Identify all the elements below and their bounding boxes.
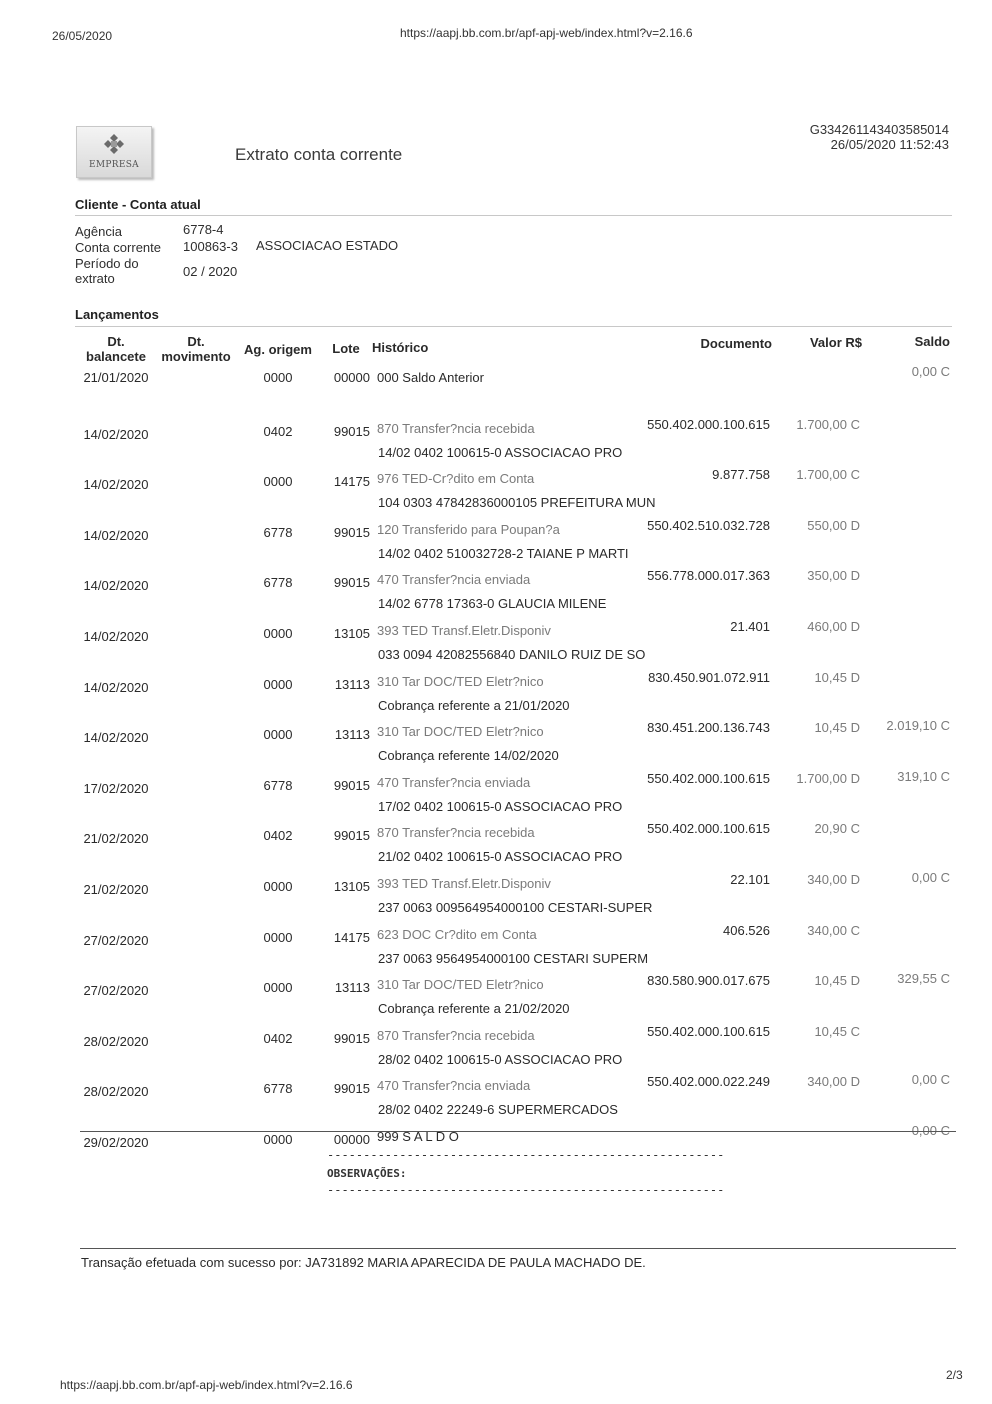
row-valor: 550,00 D <box>807 517 860 533</box>
row-ag-origem: 0402 <box>263 423 293 439</box>
header-ag-origem: Ag. origem <box>244 342 312 357</box>
row-valor: 10,45 C <box>814 1023 860 1039</box>
header-documento: Documento <box>700 336 772 351</box>
row-ag-origem: 6778 <box>263 524 293 540</box>
print-url-top: https://aapj.bb.com.br/apf-apj-web/index.html?v=2.16.6 <box>400 26 693 40</box>
row-valor: 10,45 D <box>814 720 860 736</box>
logo-word: EMPRESA <box>89 160 139 170</box>
row-historico-detail: 14/02 0402 510032728-2 TAIANE P MARTI <box>378 545 629 561</box>
row-lote: 13113 <box>334 727 370 743</box>
row-date: 17/02/2020 <box>83 780 149 796</box>
row-historico: 976 TED-Cr?dito em Conta <box>377 471 535 487</box>
row-valor: 1.700,00 D <box>796 770 860 786</box>
row-historico: 623 DOC Cr?dito em Conta <box>377 926 537 942</box>
row-valor: 460,00 D <box>807 619 860 634</box>
row-lote: 13105 <box>333 879 370 894</box>
header-saldo: Saldo <box>914 334 950 349</box>
header-dt-movimento-line2: movimento <box>161 349 231 364</box>
header-dt-movimento-line1: Dt. <box>187 334 205 349</box>
row-date: 21/02/2020 <box>83 831 149 847</box>
header-dt-balancete <box>78 334 154 364</box>
row-ag-origem: 0000 <box>263 879 293 894</box>
row-ag-origem: 0000 <box>263 474 293 490</box>
header-dt-balancete-line2: balancete <box>86 349 146 364</box>
row-historico-detail: 21/02 0402 100615-0 ASSOCIACAO PRO <box>378 849 623 865</box>
row-historico: 310 Tar DOC/TED Eletr?nico <box>377 724 544 740</box>
bank-logo <box>76 126 152 178</box>
row-historico: 310 Tar DOC/TED Eletr?nico <box>377 673 544 689</box>
row-date: 28/02/2020 <box>83 1084 149 1100</box>
row-historico-detail: Cobrança referente a 21/02/2020 <box>378 1001 570 1017</box>
row-ag-origem: 0000 <box>263 1132 293 1147</box>
row-historico-detail: 237 0063 009564954000100 CESTARI-SUPER <box>378 900 653 915</box>
row-historico: 120 Transferido para Poupan?a <box>377 521 560 537</box>
conta-name: ASSOCIACAO ESTADO <box>256 238 399 253</box>
header-dt-movimento <box>156 334 236 364</box>
row-lote: 00000 <box>333 1132 370 1147</box>
row-saldo: 329,55 C <box>897 971 950 987</box>
row-valor: 20,90 C <box>814 821 860 837</box>
document-datetime: 26/05/2020 11:52:43 <box>830 137 949 152</box>
agencia-label: Agência <box>75 224 122 239</box>
row-ag-origem: 0402 <box>263 1030 293 1046</box>
row-historico: 999 S A L D O <box>377 1129 459 1144</box>
row-lote: 13113 <box>334 676 370 692</box>
row-ag-origem: 0000 <box>263 676 293 692</box>
row-date: 27/02/2020 <box>83 932 149 948</box>
print-url-bottom: https://aapj.bb.com.br/apf-apj-web/index.html?v=2.16.6 <box>60 1378 353 1392</box>
row-lote: 99015 <box>333 423 370 439</box>
row-lote: 99015 <box>333 524 370 540</box>
row-ag-origem: 6778 <box>263 1081 293 1097</box>
periodo-value: 02 / 2020 <box>183 264 238 279</box>
row-lote: 99015 <box>333 1030 370 1046</box>
row-valor: 1.700,00 C <box>796 467 860 483</box>
conta-label: Conta corrente <box>75 240 161 255</box>
row-historico: 393 TED Transf.Eletr.Disponiv <box>377 623 551 638</box>
row-documento: 550.402.000.100.615 <box>647 416 770 432</box>
row-lote: 99015 <box>333 575 370 591</box>
row-date: 28/02/2020 <box>83 1033 149 1049</box>
row-documento: 550.402.000.100.615 <box>647 1023 770 1039</box>
row-historico-detail: 28/02 0402 22249-6 SUPERMERCADOS <box>378 1102 618 1118</box>
transaction-footer: Transação efetuada com sucesso por: JA731892 MARIA APARECIDA DE PAULA MACHADO DE. <box>81 1255 646 1270</box>
table-bottom-rule <box>80 1131 956 1132</box>
row-lote: 99015 <box>333 828 370 844</box>
row-saldo: 0,00 C <box>911 1123 950 1138</box>
row-historico: 310 Tar DOC/TED Eletr?nico <box>377 977 544 993</box>
row-historico: 470 Transfer?ncia enviada <box>377 1078 531 1094</box>
client-divider <box>75 215 952 216</box>
row-date: 14/02/2020 <box>83 730 149 746</box>
row-lote: 99015 <box>333 1081 370 1097</box>
row-valor: 10,45 D <box>814 669 860 685</box>
document-code: G334261143403585014 <box>809 122 949 137</box>
row-lote: 13105 <box>333 626 370 641</box>
row-date: 14/02/2020 <box>83 426 149 442</box>
row-lote: 14175 <box>333 474 370 490</box>
document-id-block <box>810 122 949 152</box>
row-saldo: 0,00 C <box>911 870 950 885</box>
row-documento: 406.526 <box>723 922 770 938</box>
header-lote: Lote <box>332 341 360 356</box>
row-documento: 556.778.000.017.363 <box>647 568 770 584</box>
conta-value: 100863-3 <box>183 239 238 254</box>
bb-logo-icon <box>103 133 125 155</box>
row-ag-origem: 6778 <box>263 777 293 793</box>
row-valor: 10,45 D <box>814 973 860 989</box>
row-ag-origem: 0000 <box>263 929 293 945</box>
row-historico-detail: Cobrança referente a 21/01/2020 <box>378 697 570 713</box>
row-historico-detail: 17/02 0402 100615-0 ASSOCIACAO PRO <box>378 798 623 814</box>
periodo-label-line2: extrato <box>75 271 115 286</box>
header-valor: Valor R$ <box>809 335 862 350</box>
row-documento: 830.450.901.072.911 <box>648 669 770 685</box>
row-ag-origem: 6778 <box>263 575 293 591</box>
footer-rule <box>80 1248 956 1249</box>
row-lote: 00000 <box>333 370 370 385</box>
observacoes-dashes-bottom: ------------------------------------------------------- <box>327 1183 725 1197</box>
row-valor: 340,00 D <box>807 1074 860 1090</box>
row-date: 14/02/2020 <box>83 629 149 644</box>
row-documento: 21.401 <box>730 619 770 634</box>
row-lote: 14175 <box>333 929 370 945</box>
row-date: 14/02/2020 <box>83 578 149 594</box>
row-saldo: 319,10 C <box>897 768 950 784</box>
row-historico: 870 Transfer?ncia recebida <box>377 825 535 841</box>
row-historico: 000 Saldo Anterior <box>377 370 484 385</box>
row-ag-origem: 0000 <box>263 626 293 641</box>
row-date: 14/02/2020 <box>83 527 149 543</box>
row-historico-detail: 104 0303 47842836000105 PREFEITURA MUN <box>378 495 656 511</box>
row-lote: 99015 <box>333 777 370 793</box>
row-date: 27/02/2020 <box>83 983 149 999</box>
row-saldo: 2.019,10 C <box>886 718 950 734</box>
row-historico: 870 Transfer?ncia recebida <box>377 420 535 436</box>
row-historico-detail: 14/02 0402 100615-0 ASSOCIACAO PRO <box>378 444 623 460</box>
row-historico: 470 Transfer?ncia enviada <box>377 774 531 790</box>
row-ag-origem: 0000 <box>263 727 293 743</box>
row-lote: 13113 <box>334 980 370 996</box>
observacoes-label: OBSERVAÇÕES: <box>327 1167 407 1180</box>
row-historico-detail: 28/02 0402 100615-0 ASSOCIACAO PRO <box>378 1051 623 1067</box>
lancamentos-divider <box>75 326 952 327</box>
row-saldo: 0,00 C <box>911 1072 950 1088</box>
document-title: Extrato conta corrente <box>235 145 403 164</box>
row-documento: 550.402.000.022.249 <box>647 1074 770 1090</box>
row-documento: 830.451.200.136.743 <box>647 720 770 736</box>
print-date: 26/05/2020 <box>52 29 113 43</box>
header-historico: Histórico <box>372 340 429 355</box>
row-historico: 470 Transfer?ncia enviada <box>377 572 531 588</box>
row-saldo: 0,00 C <box>911 364 950 379</box>
row-date: 14/02/2020 <box>83 477 149 493</box>
row-documento: 550.402.000.100.615 <box>647 821 770 837</box>
print-page-number: 2/3 <box>946 1368 963 1382</box>
row-valor: 350,00 D <box>807 568 860 584</box>
row-ag-origem: 0402 <box>263 828 293 844</box>
row-historico-detail: 14/02 6778 17363-0 GLAUCIA MILENE <box>378 596 607 612</box>
row-historico: 870 Transfer?ncia recebida <box>377 1027 535 1043</box>
header-dt-balancete-line1: Dt. <box>107 334 125 349</box>
row-date: 29/02/2020 <box>83 1135 149 1150</box>
periodo-label <box>75 256 139 286</box>
row-documento: 830.580.900.017.675 <box>647 973 770 989</box>
lancamentos-section-title: Lançamentos <box>75 307 159 322</box>
row-valor: 1.700,00 C <box>796 416 860 432</box>
agencia-value: 6778-4 <box>183 222 224 237</box>
row-valor: 340,00 D <box>807 872 860 887</box>
row-valor: 340,00 C <box>807 922 860 938</box>
row-ag-origem: 0000 <box>263 370 293 385</box>
row-historico: 393 TED Transf.Eletr.Disponiv <box>377 876 551 891</box>
row-documento: 9.877.758 <box>712 467 770 483</box>
row-documento: 22.101 <box>730 872 770 887</box>
row-date: 21/01/2020 <box>83 370 149 385</box>
row-documento: 550.402.510.032.728 <box>647 517 770 533</box>
row-ag-origem: 0000 <box>263 980 293 996</box>
row-date: 21/02/2020 <box>83 882 149 897</box>
row-historico-detail: 033 0094 42082556840 DANILO RUIZ DE SO <box>378 647 646 662</box>
row-date: 14/02/2020 <box>83 679 149 695</box>
row-historico-detail: 237 0063 9564954000100 CESTARI SUPERM <box>378 950 649 966</box>
periodo-label-line1: Período do <box>75 256 139 271</box>
row-historico-detail: Cobrança referente 14/02/2020 <box>378 748 559 764</box>
row-documento: 550.402.000.100.615 <box>647 770 770 786</box>
client-section-title: Cliente - Conta atual <box>75 197 201 212</box>
observacoes-dashes-top: ------------------------------------------------------- <box>327 1148 725 1162</box>
